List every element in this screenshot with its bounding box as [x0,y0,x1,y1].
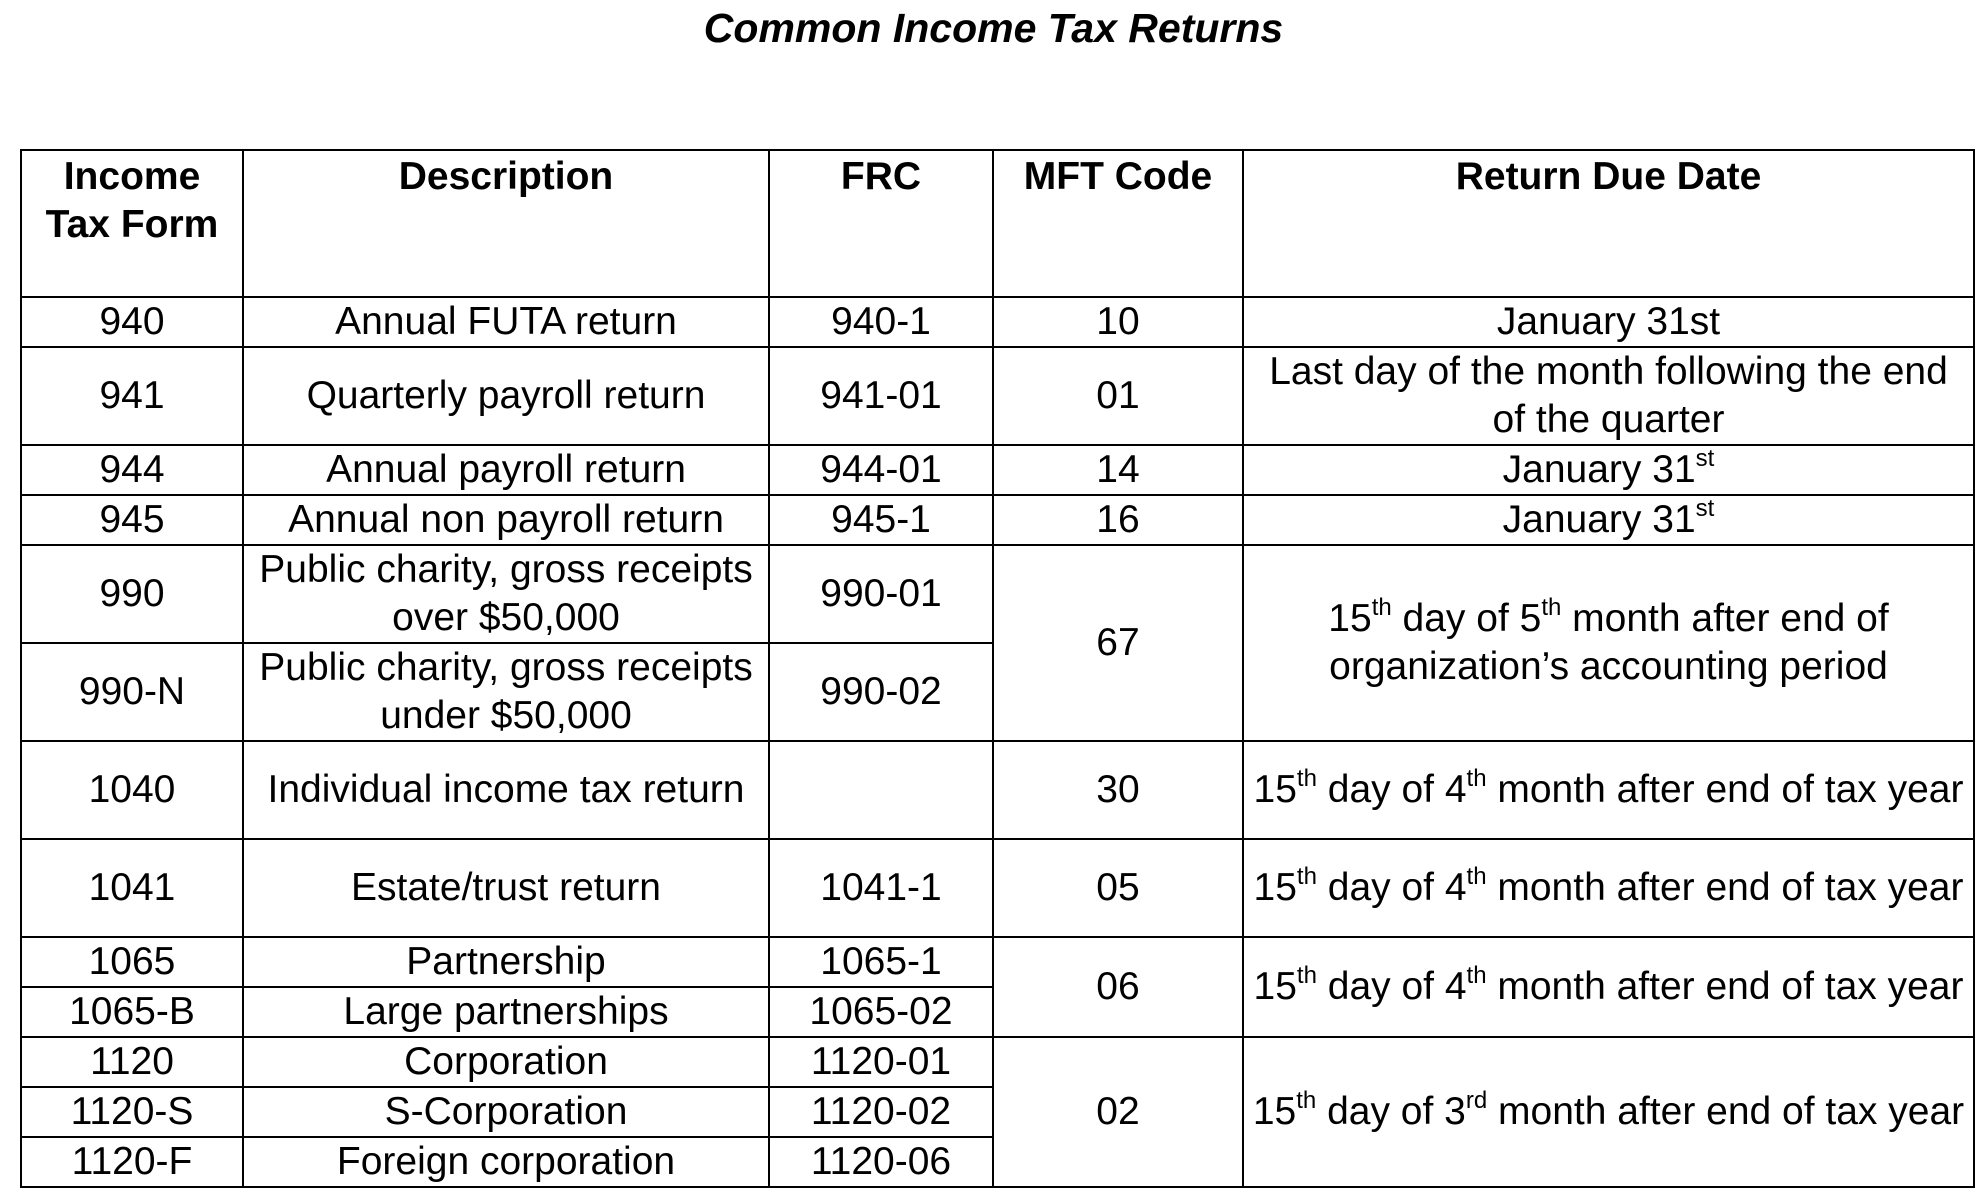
due-text: month after end of tax year [1486,768,1964,811]
due-text: day of 4 [1316,768,1467,811]
cell-mft: 01 [993,347,1243,445]
cell-due-date [1243,495,1974,545]
cell-mft: 16 [993,495,1243,545]
cell-description: S-Corporation [243,1087,769,1137]
cell-frc: 944-01 [769,445,993,495]
cell-form: 941 [21,347,243,445]
table-row [21,545,1974,643]
cell-frc: 1041-1 [769,839,993,937]
cell-form: 1065 [21,937,243,987]
cell-form: 944 [21,445,243,495]
due-text: day of 4 [1316,965,1467,1008]
cell-due-date [1243,741,1974,839]
cell-frc: 940-1 [769,297,993,347]
due-text: month after end of tax year [1486,866,1964,909]
table-header-row [21,150,1974,297]
header-income-tax-form: Income Tax Form [21,150,243,297]
cell-form: 1120-F [21,1137,243,1187]
table-row [21,495,1974,545]
cell-description: Partnership [243,937,769,987]
cell-description: Public charity, gross receipts under $50,000 [243,643,769,741]
table-row [21,839,1974,937]
due-ordinal: th [1466,962,1487,989]
cell-description: Annual payroll return [243,445,769,495]
cell-due-date [1243,545,1974,741]
cell-mft: 10 [993,297,1243,347]
income-tax-returns-table [20,149,1975,1188]
cell-frc: 1120-01 [769,1037,993,1087]
header-mft-code: MFT Code [993,150,1243,297]
table-row [21,1037,1974,1087]
cell-description: Foreign corporation [243,1137,769,1187]
cell-form: 990 [21,545,243,643]
header-description: Description [243,150,769,297]
document-title: Common Income Tax Returns [703,5,1284,51]
due-ordinal: th [1541,594,1562,621]
cell-mft: 05 [993,839,1243,937]
cell-frc: 990-02 [769,643,993,741]
cell-frc: 1065-1 [769,937,993,987]
cell-form: 940 [21,297,243,347]
due-text: day of 3 [1316,1090,1466,1133]
due-ordinal: th [1296,765,1317,792]
cell-description: Corporation [243,1037,769,1087]
due-ordinal: rd [1465,1087,1488,1114]
due-text: 15 [1253,866,1297,909]
table-row [21,445,1974,495]
table-row [21,937,1974,987]
cell-frc: 1120-06 [769,1137,993,1187]
cell-description: Estate/trust return [243,839,769,937]
cell-form: 1041 [21,839,243,937]
cell-description: Individual income tax return [243,741,769,839]
cell-mft: 14 [993,445,1243,495]
cell-due-date [1243,839,1974,937]
due-text: day of 5 [1391,597,1542,640]
cell-due-date [1243,1037,1974,1187]
cell-frc: 941-01 [769,347,993,445]
due-ordinal: th [1296,962,1317,989]
due-text: 15 [1252,1090,1297,1133]
due-text: 15 [1253,965,1297,1008]
cell-frc [769,741,993,839]
cell-frc: 945-1 [769,495,993,545]
cell-form: 990-N [21,643,243,741]
due-ordinal: th [1296,1087,1317,1114]
cell-mft: 30 [993,741,1243,839]
cell-frc: 1120-02 [769,1087,993,1137]
due-ordinal: th [1466,765,1487,792]
cell-description: Public charity, gross receipts over $50,000 [243,545,769,643]
cell-form: 1120-S [21,1087,243,1137]
cell-description: Annual FUTA return [243,297,769,347]
cell-frc: 990-01 [769,545,993,643]
cell-form: 1040 [21,741,243,839]
cell-due-date: Last day of the month following the end of the quarter [1243,347,1974,445]
due-text: 15 [1328,597,1372,640]
cell-form: 1120 [21,1037,243,1087]
table-row [21,297,1974,347]
cell-description: Quarterly payroll return [243,347,769,445]
due-text: day of 4 [1316,866,1467,909]
cell-frc: 1065-02 [769,987,993,1037]
cell-due-date: January 31st [1243,297,1974,347]
cell-mft: 06 [993,937,1243,1037]
due-ordinal: st [1695,445,1715,472]
cell-form: 1065-B [21,987,243,1037]
due-text: month after end of tax year [1487,1090,1965,1133]
cell-mft: 67 [993,545,1243,741]
table-row [21,347,1974,445]
due-ordinal: th [1371,594,1392,621]
due-text: month after end of tax year [1486,965,1964,1008]
cell-due-date [1243,937,1974,1037]
cell-mft: 02 [993,1037,1243,1187]
cell-description: Annual non payroll return [243,495,769,545]
header-return-due-date: Return Due Date [1243,150,1974,297]
cell-due-date [1243,445,1974,495]
due-text: January 31 [1502,498,1696,541]
due-ordinal: th [1296,863,1317,890]
due-text: month after end of organization’s accounting period [1329,597,1889,688]
table-row [21,741,1974,839]
due-text: 15 [1253,768,1297,811]
due-ordinal: st [1695,495,1715,522]
due-ordinal: th [1466,863,1487,890]
due-text: January 31 [1502,448,1696,491]
cell-form: 945 [21,495,243,545]
cell-description: Large partnerships [243,987,769,1037]
header-frc: FRC [769,150,993,297]
